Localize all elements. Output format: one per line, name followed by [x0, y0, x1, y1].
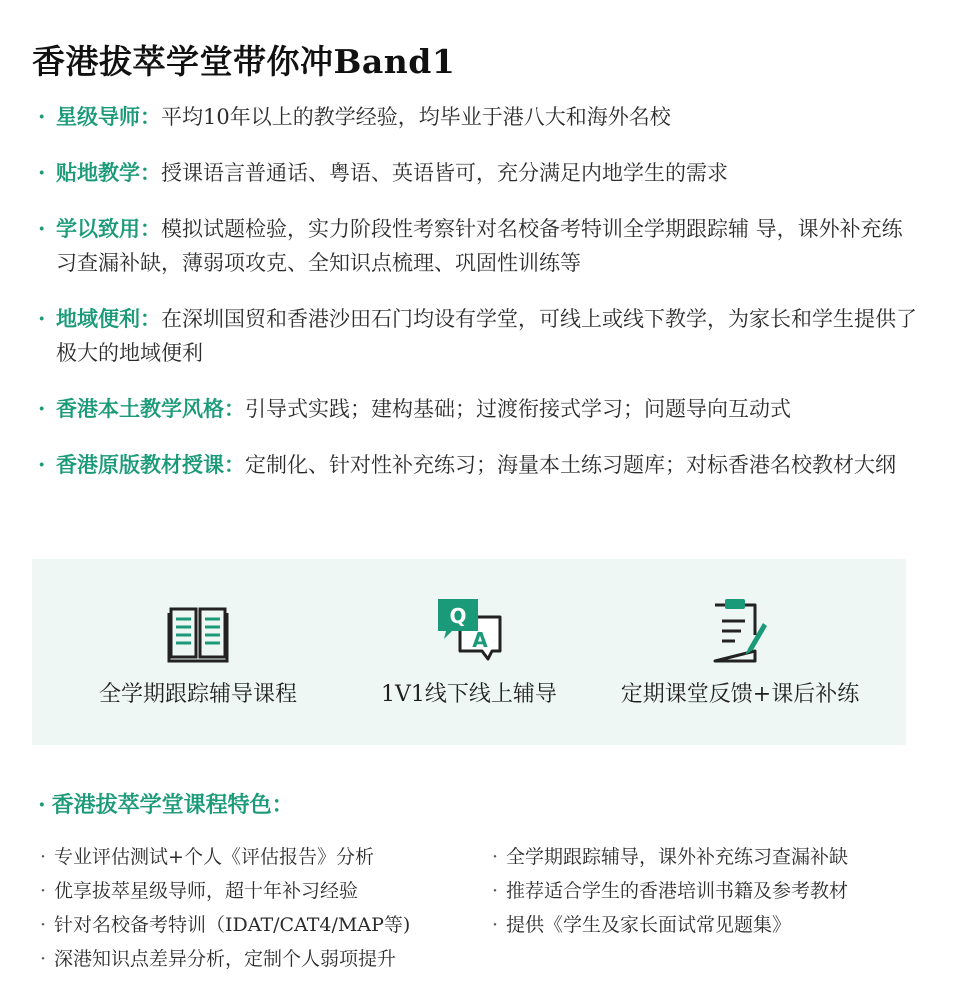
- point-label: 贴地教学：: [56, 160, 161, 185]
- point-text: 在深圳国贸和香港沙田石门均设有学堂，可线上或线下教学，为家长和学生提供了极大的地域便利: [56, 307, 917, 365]
- feature-feedback: [600, 595, 880, 708]
- bullet-dot: ·: [492, 846, 499, 868]
- list-item: [40, 840, 410, 874]
- point-location: [38, 302, 918, 370]
- point-text: 模拟试题检验，实力阶段性考察针对名校备考特训全学期跟踪辅 导，课外补充练习查漏补缺，薄弱项攻克、全知识点梳理、巩固性训练等: [56, 217, 903, 275]
- a-letter: A: [472, 628, 488, 652]
- qa-chat-icon: [434, 595, 504, 665]
- bullet-dot: ·: [492, 880, 499, 902]
- feature-points-list: [38, 100, 918, 504]
- point-hk-style: [38, 392, 918, 426]
- list-item-text: 深港知识点差异分析，定制个人弱项提升: [54, 948, 397, 970]
- services-panel: [32, 559, 906, 745]
- page-title: 香港拔萃学堂带你冲Band1: [32, 42, 456, 81]
- point-text: 定制化、针对性补充练习；海量本土练习题库；对标香港名校教材大纲: [245, 453, 896, 477]
- list-item: [40, 942, 410, 976]
- point-star-teachers: [38, 100, 918, 134]
- list-item: [492, 908, 848, 942]
- point-label: 香港本土教学风格：: [56, 396, 245, 421]
- bullet-dot: ·: [38, 792, 46, 818]
- bullet-dot: ·: [40, 914, 47, 936]
- point-text: 平均10年以上的教学经验，均毕业于港八大和海外名校: [161, 105, 671, 129]
- bullet-dot: ·: [38, 396, 46, 421]
- point-text: 引导式实践；建构基础；过渡衔接式学习；问题导向互动式: [245, 397, 791, 421]
- point-label: 地域便利：: [56, 306, 161, 331]
- list-item: [40, 908, 410, 942]
- point-text: 授课语言普通话、粤语、英语皆可，充分满足内地学生的需求: [161, 161, 728, 185]
- bullet-dot: ·: [40, 846, 47, 868]
- bullet-dot: ·: [38, 104, 46, 129]
- point-hk-materials: [38, 448, 918, 482]
- clipboard-pen-icon: [709, 595, 771, 665]
- bullet-dot: ·: [40, 880, 47, 902]
- list-item: [492, 840, 848, 874]
- bullet-dot: ·: [492, 914, 499, 936]
- list-item-text: 全学期跟踪辅导，课外补充练习查漏补缺: [506, 846, 849, 868]
- feature-1v1-tutoring: [329, 595, 609, 708]
- bullet-dot: ·: [38, 160, 46, 185]
- list-item-text: 推荐适合学生的香港培训书籍及参考教材: [506, 880, 849, 902]
- point-practical-use: [38, 212, 918, 280]
- course-features-right-list: [492, 840, 848, 942]
- point-label: 星级导师：: [56, 104, 161, 129]
- list-item-text: 优享拔萃星级导师，超十年补习经验: [54, 880, 359, 902]
- bullet-dot: ·: [38, 452, 46, 477]
- point-local-teaching: [38, 156, 918, 190]
- list-item-text: 提供《学生及家长面试常见题集》: [506, 914, 792, 936]
- list-item: [40, 874, 410, 908]
- point-label: 学以致用：: [56, 216, 161, 241]
- q-letter: Q: [449, 604, 467, 628]
- course-features-left-list: [40, 840, 410, 976]
- feature-label: 全学期跟踪辅导课程: [98, 682, 297, 707]
- list-item-text: 针对名校备考特训（IDAT/CAT4/MAP等): [54, 914, 411, 936]
- bullet-dot: ·: [38, 306, 46, 331]
- course-section-title-text: 香港拔萃学堂课程特色：: [51, 792, 294, 818]
- list-item: [492, 874, 848, 908]
- open-book-icon: [167, 595, 229, 665]
- point-label: 香港原版教材授课：: [56, 452, 245, 477]
- feature-tracking-course: [58, 595, 338, 708]
- feature-label: 1V1线下线上辅导: [381, 682, 557, 707]
- course-section-title: [38, 788, 294, 819]
- bullet-dot: ·: [40, 948, 47, 970]
- feature-label: 定期课堂反馈+课后补练: [620, 682, 860, 707]
- bullet-dot: ·: [38, 216, 46, 241]
- list-item-text: 专业评估测试+个人《评估报告》分析: [54, 846, 374, 868]
